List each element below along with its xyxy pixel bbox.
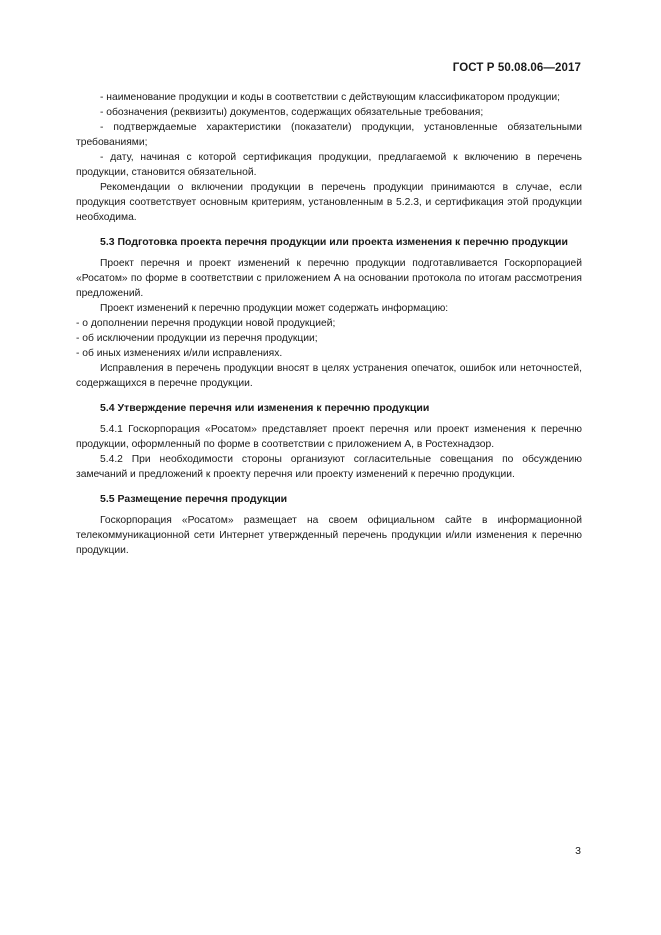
paragraph: Проект перечня и проект изменений к перечню продукции подготавливается Госкорпорацией «Росатом» по форме в соответствии с приложением А на основании протокола по итогам рассмотрения предложений. <box>76 258 582 299</box>
list-item: - обозначения (реквизиты) документов, содержащих обязательные требования; <box>100 107 484 118</box>
recommendation-paragraph: Рекомендации о включении продукции в перечень продукции принимаются в случае, если продукция соответствует основным критериям, установленным в 5.2.3, и сертификация этой продукции необходима. <box>76 182 582 223</box>
list-item: - об иных изменениях и/или исправлениях. <box>76 348 283 359</box>
paragraph: Проект изменений к перечню продукции может содержать информацию: <box>100 303 449 314</box>
page-body <box>76 90 582 558</box>
paragraph: Госкорпорация «Росатом» размещает на своем официальном сайте в информационной телекоммуникационной сети Интернет утвержденный перечень продукции и/или изменения к перечню продукции. <box>76 515 582 556</box>
list-item: - наименование продукции и коды в соответствии с действующим классификатором продукции; <box>100 92 561 103</box>
document-designation: ГОСТ Р 50.08.06—2017 <box>452 62 581 74</box>
section-heading-5-5: 5.5 Размещение перечня продукции <box>100 493 288 505</box>
paragraph: Исправления в перечень продукции вносят в целях устранения опечаток, ошибок или неточностей, содержащихся в перечне продукции. <box>76 363 582 389</box>
list-item: - о дополнении перечня продукции новой продукцией; <box>76 318 336 329</box>
section-heading-5-4: 5.4 Утверждение перечня или изменения к перечню продукции <box>100 402 430 414</box>
paragraph: 5.4.1 Госкорпорация «Росатом» представляет проект перечня или проект изменения к перечню продукции, оформленный по форме в соответствии с приложением А, в Ростехнадзор. <box>76 424 582 450</box>
page-number: 3 <box>575 845 581 857</box>
list-item: - подтверждаемые характеристики (показатели) продукции, установленные обязательными требованиями; <box>76 122 582 148</box>
list-item: - об исключении продукции из перечня продукции; <box>76 333 318 344</box>
paragraph: 5.4.2 При необходимости стороны организуют согласительные совещания по обсуждению замечаний и предложений к проекту перечня или проекту изменений к перечню продукции. <box>76 454 582 480</box>
list-item: - дату, начиная с которой сертификация продукции, предлагаемой к включению в перечень продукции, становится обязательной. <box>76 152 582 178</box>
section-heading-5-3: 5.3 Подготовка проекта перечня продукции или проекта изменения к перечню продукции <box>100 236 568 248</box>
